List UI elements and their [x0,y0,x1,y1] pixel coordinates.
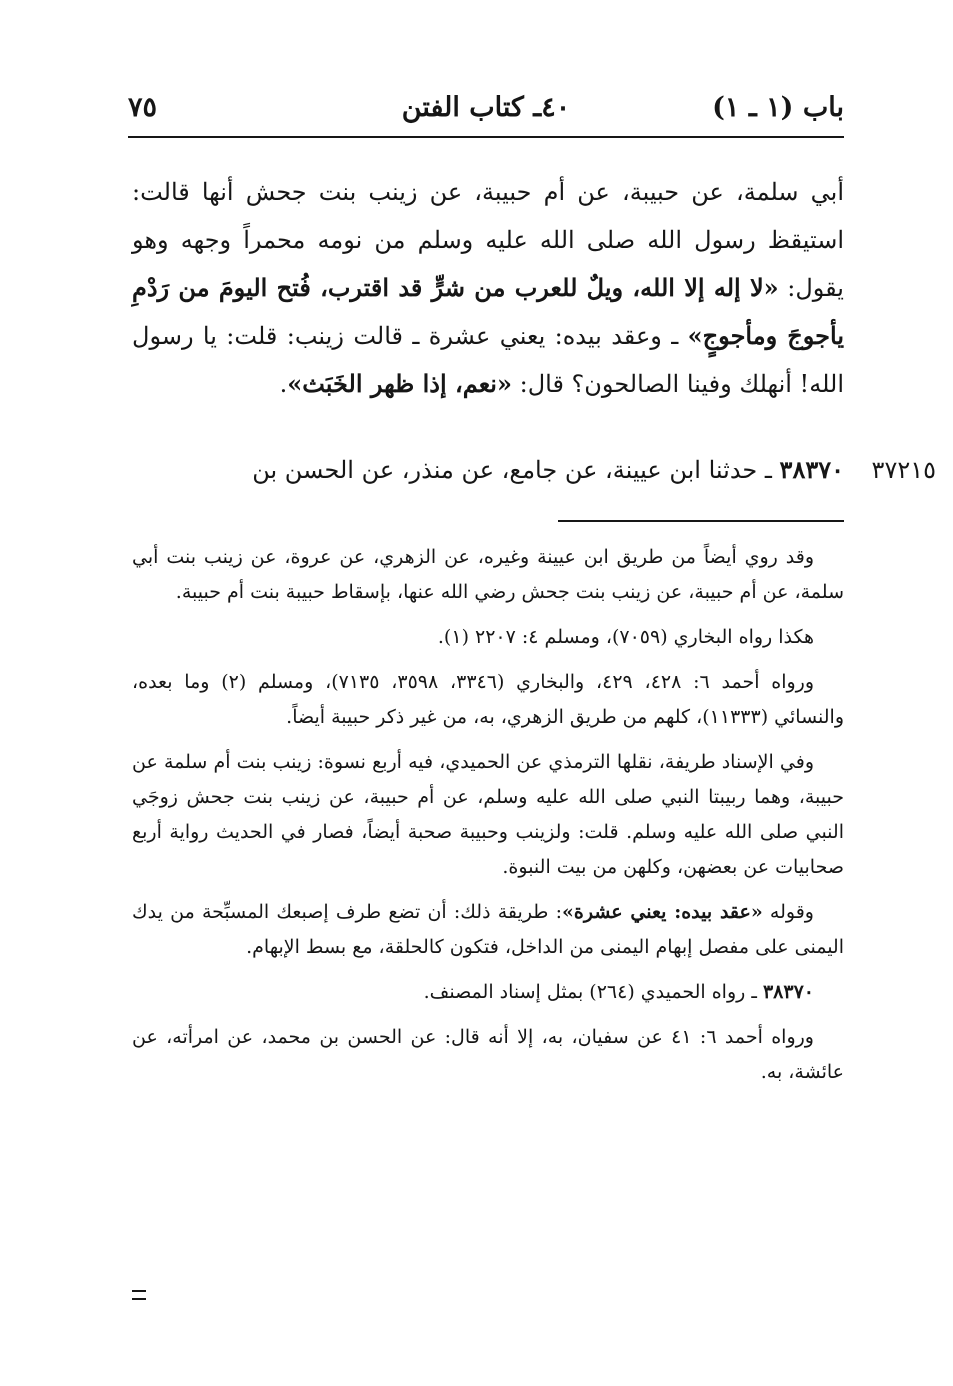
footnote-paragraph: هكذا رواه البخاري (٧٠٥٩)، ومسلم ٤: ٢٢٠٧ (١). [437,626,814,648]
hadith-entry [132,446,844,494]
footnote-paragraph: ورواه أحمد ٦: ٤٢٨، ٤٢٩، والبخاري (٣٣٤٦، ٣٥٩٨، ٧١٣٥)، ومسلم (٢) وما بعده، والنسائي (١١٣٣٣)، كلهم من طريق الزهري، به، من غير ذكر حبيبة أيضاً. [132,671,844,728]
footnote-text: وقوله [762,901,814,923]
margin-reference-number: ٣٧٢١٥ [871,456,936,484]
main-text [132,168,844,408]
footnote-text: : طريقة ذلك: أن تضع طرف إصبعك المسبِّحة من يدك اليمنى على مفصل إبهام اليمنى من الداخل، فتكون كالحلقة، مع بسط الإبهام. [132,901,844,958]
footnote-paragraph [132,895,844,965]
hadith-text-intro: أبي سلمة، عن حبيبة، عن أم حبيبة، عن زينب بنت جحش أنها قالت: استيقظ رسول الله صلى الله عليه وسلم من نومه محمراً وجهه وهو يقول: [132,178,844,302]
footnote-paragraph [132,975,844,1010]
end-mark [132,1290,146,1300]
prophet-quote: «لا إله إلا الله، ويلٌ للعرب من شرٍّ قد اقترب، فُتح اليومَ من رَدْمِ يأجوجَ ومأجوجٍ» [132,273,844,350]
chapter-title: باب (١ ـ ١) [712,92,844,123]
footnote-divider [558,520,844,522]
footnotes [132,540,844,1100]
hadith-number: ٣٨٣٧٠ [779,455,844,484]
hadith-text-continuation: ـ وعقد بيده: يعني عشرة ـ قالت زينب: قلت: يا رسول الله! أنهلك وفينا الصالحون؟ قال: [132,322,844,398]
footnote-text: ـ رواه الحميدي (٢٦٤) بمثل إسناد المصنف. [423,981,763,1003]
hadith-chain: ـ حدثنا ابن عيينة، عن جامع، عن منذر، عن الحسن بن [252,456,780,484]
header-divider [128,136,844,138]
prophet-answer: «نعم، إذا ظهر الخَبَث» [287,369,512,398]
page-header [128,88,844,128]
hadith-text-end: . [279,370,288,398]
footnote-hadith-number: ٣٨٣٧٠ [762,981,814,1003]
footnote-paragraph: ورواه أحمد ٦: ٤١ عن سفيان، به، إلا أنه قال: عن الحسن بن محمد، عن امرأته، عن عائشة، به. [132,1026,844,1083]
book-title: ٤٠ـ كتاب الفتن [401,92,571,123]
footnote-paragraph: وقد روي أيضاً من طريق ابن عيينة وغيره، عن الزهري، عن عروة، عن زينب بنت أبي سلمة، عن أم حبيبة، عن زينب بنت جحش رضي الله عنها، بإسقاط حبيبة بنت أم حبيبة. [132,546,844,603]
footnote-quote: «عقد بيده: يعني عشرة» [562,901,763,923]
footnote-paragraph: وفي الإسناد طريفة، نقلها الترمذي عن الحميدي، فيه أربع نسوة: زينب بنت أم سلمة عن حبيبة، وهما ربيبتا النبي صلى الله عليه وسلم، عن أم حبيبة، عن زينب بنت جحش زوجَي النبي صلى الله عليه وسلم. قلت: ولزينب وحبيبة صحبة أيضاً، فصار في الحديث رواية أربع صحابيات عن بعضهن، وكلهن من بيت النبوة. [132,751,844,878]
page-number: ٧٥ [128,92,158,123]
